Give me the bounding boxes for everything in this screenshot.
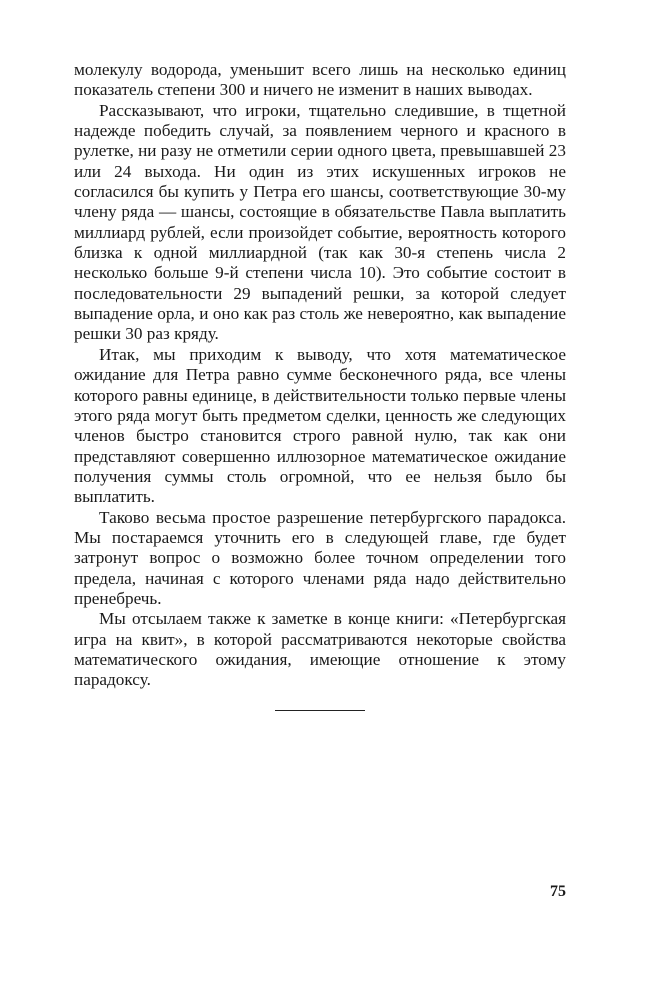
- paragraph-conclusion: Итак, мы приходим к выводу, что хотя математическое ожидание для Петра равно сумме бесконечного ряда, все члены которого равны единице, в действительности только первые члены этого ряда могут быть предметом сделки, ценность же следующих членов быстро становится строго равной нулю, так как они представляют совершенно иллюзорное математическое ожидание получения суммы столь огромной, что ее нельзя было бы выплатить.: [74, 344, 566, 507]
- paragraph-resolution: Таково весьма простое разрешение петербургского парадокса. Мы постараемся уточнить его в следующей главе, где будет затронут вопрос о возможно более точном определении того предела, начиная с которого членами ряда надо действительно пренебречь.: [74, 507, 566, 608]
- paragraph-reference: Мы отсылаем также к заметке в конце книги: «Петербургская игра на квит», в которой рассматриваются некоторые свойства математического ожидания, имеющие отношение к этому парадоксу.: [74, 609, 566, 690]
- page-number: 75: [550, 883, 566, 900]
- section-divider: [275, 710, 365, 711]
- body-text: [74, 60, 566, 691]
- paragraph-roulette: Рассказывают, что игроки, тщательно следившие, в тщетной надежде победить случай, за появлением черного и красного в рулетке, ни разу не отметили серии одного цвета, превышавшей 23 или 24 выхода. Ни один из этих искушенных игроков не согласился бы купить у Петра его шансы, соответствующие 30-му члену ряда — шансы, состоящие в обязательстве Павла выплатить миллиард рублей, если произойдет событие, вероятность которого близка к одной миллиардной (так как 30-я степень числа 2 несколько больше 9-й степени числа 10). Это событие состоит в последовательности 29 выпадений решки, за которой следует выпадение орла, и оно как раз столь же невероятно, как выпадение решки 30 раз кряду.: [74, 100, 566, 344]
- paragraph-continuation: молекулу водорода, уменьшит всего лишь на несколько единиц показатель степени 300 и ничего не изменит в наших выводах.: [74, 60, 566, 100]
